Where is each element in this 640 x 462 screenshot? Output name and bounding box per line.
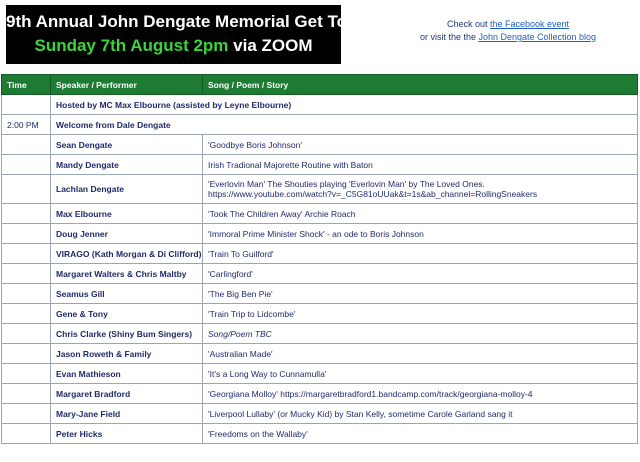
table-row [2, 344, 638, 364]
song-title: 'Carlingford' [203, 264, 638, 284]
performer-name: Gene & Tony [51, 304, 203, 324]
song-title: 'Immoral Prime Minister Shock' - an ode to Boris Johnson [203, 224, 638, 244]
song-title: 'Georgiana Molloy' https://margaretbradford1.bandcamp.com/track/georgiana-molloy-4 [203, 384, 638, 404]
song-title: 'Australian Made' [203, 344, 638, 364]
row-time [2, 344, 51, 364]
performer-name: Peter Hicks [51, 424, 203, 444]
row-time [2, 324, 51, 344]
links-block [388, 18, 628, 44]
blog-link[interactable]: John Dengate Collection blog [478, 32, 597, 42]
hosted-text: Hosted by MC Max Elbourne (assisted by Leyne Elbourne) [51, 95, 638, 115]
links-prefix-1: Check out [446, 19, 490, 29]
row-time [2, 264, 51, 284]
performer-name: Lachlan Dengate [51, 175, 203, 204]
song-url-line: https://www.youtube.com/watch?v=_C5G81oUUak&t=1s&ab_channel=RollingSneakers [208, 189, 538, 199]
song-title: 'Goodbye Boris Johnson' [203, 135, 638, 155]
performer-name: Mandy Dengate [51, 155, 203, 175]
banner-platform: via ZOOM [228, 36, 313, 55]
performer-name: Sean Dengate [51, 135, 203, 155]
banner-date: Sunday 7th August 2pm [34, 36, 229, 55]
row-time [2, 304, 51, 324]
table-row [2, 384, 638, 404]
banner-title: 9th Annual John Dengate Memorial Get Together [6, 12, 399, 31]
song-title: 'The Big Ben Pie' [203, 284, 638, 304]
hosted-row [2, 95, 638, 115]
song-title: 'Train To Guilford' [203, 244, 638, 264]
table-row [2, 155, 638, 175]
row-time [2, 175, 51, 204]
row-time [2, 424, 51, 444]
table-row [2, 244, 638, 264]
table-row [2, 135, 638, 155]
table-row [2, 284, 638, 304]
links-prefix-2: or visit the the [419, 32, 479, 42]
links-line-1 [388, 18, 628, 31]
row-time [2, 155, 51, 175]
schedule-table [1, 74, 638, 444]
song-title: 'Liverpool Lullaby' (or Mucky Kid) by Stan Kelly, sometime Carole Garland sang it [203, 404, 638, 424]
table-row [2, 264, 638, 284]
row-time [2, 204, 51, 224]
table-row [2, 404, 638, 424]
song-title: 'Freedoms on the Wallaby' [203, 424, 638, 444]
song-title: 'It's a Long Way to Cunnamulla' [203, 364, 638, 384]
table-header-row [2, 75, 638, 95]
header-speaker: Speaker / Performer [51, 75, 203, 95]
welcome-row [2, 115, 638, 135]
links-line-2 [388, 31, 628, 44]
table-row [2, 175, 638, 204]
table-row [2, 304, 638, 324]
performer-name: Chris Clarke (Shiny Bum Singers) [51, 324, 203, 344]
song-title-line: 'Everlovin Man' The Shouties playing 'Everlovin Man' by The Loved Ones. [208, 179, 485, 189]
song-title [203, 175, 638, 204]
row-time [2, 404, 51, 424]
performer-name: Max Elbourne [51, 204, 203, 224]
table-row [2, 364, 638, 384]
table-row [2, 324, 638, 344]
row-time [2, 135, 51, 155]
header-song: Song / Poem / Story [203, 75, 638, 95]
row-time [2, 284, 51, 304]
welcome-time: 2:00 PM [2, 115, 51, 135]
event-banner [6, 5, 399, 64]
performer-name: Evan Mathieson [51, 364, 203, 384]
song-title: 'Took The Children Away' Archie Roach [203, 204, 638, 224]
performer-name: Doug Jenner [51, 224, 203, 244]
performer-name: Seamus Gill [51, 284, 203, 304]
song-title: 'Train Trip to Lidcombe' [203, 304, 638, 324]
row-time [2, 364, 51, 384]
performer-name: VIRAGO (Kath Morgan & Di Clifford) [51, 244, 203, 264]
row-time [2, 384, 51, 404]
table-row [2, 204, 638, 224]
facebook-event-link[interactable]: the Facebook event [489, 19, 570, 29]
row-time [2, 244, 51, 264]
header-time: Time [2, 75, 51, 95]
performer-name: Margaret Walters & Chris Maltby [51, 264, 203, 284]
performer-name: Margaret Bradford [51, 384, 203, 404]
performer-name: Mary-Jane Field [51, 404, 203, 424]
song-title: Song/Poem TBC [203, 324, 638, 344]
performer-name: Jason Roweth & Family [51, 344, 203, 364]
table-row [2, 424, 638, 444]
row-time [2, 224, 51, 244]
table-row [2, 224, 638, 244]
banner-subtitle [6, 35, 341, 57]
song-title: Irish Tradional Majorette Routine with Baton [203, 155, 638, 175]
welcome-text: Welcome from Dale Dengate [51, 115, 638, 135]
